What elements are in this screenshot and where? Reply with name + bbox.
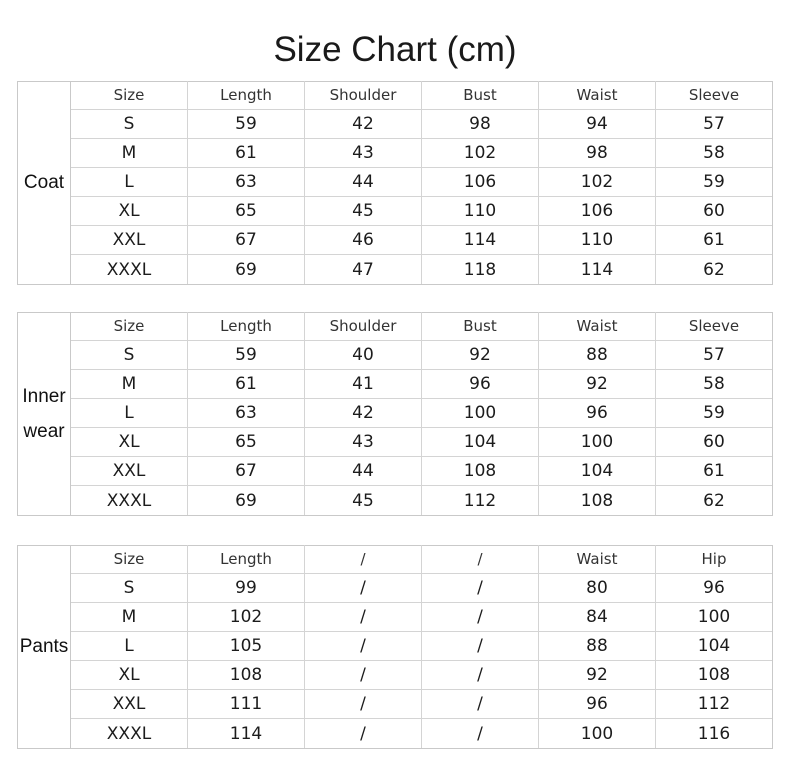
- column-header: Length: [188, 545, 305, 573]
- measurement-cell: 41: [305, 370, 422, 398]
- label-line: wear: [23, 420, 65, 442]
- size-cell: XXL: [71, 457, 188, 485]
- size-cell: M: [71, 139, 188, 167]
- measurement-cell: 104: [697, 636, 731, 656]
- measurement-cell: 108: [422, 457, 539, 485]
- table-row: [71, 399, 772, 428]
- column-header: Bust: [422, 312, 539, 340]
- measurement-cell: /: [422, 690, 539, 718]
- measurement-cell: 59: [703, 172, 725, 192]
- measurement-cell: 61: [703, 461, 725, 481]
- table-row: [71, 574, 772, 603]
- measurement-cell: 108: [188, 661, 305, 689]
- table-row: [71, 486, 772, 515]
- measurement-cell: 44: [305, 168, 422, 196]
- measurement-cell: 102: [188, 603, 305, 631]
- table-row: [71, 226, 772, 255]
- table-row: [71, 428, 772, 457]
- header-row: [71, 312, 772, 341]
- measurement-cell: 114: [188, 719, 305, 748]
- measurement-cell: 104: [422, 428, 539, 456]
- measurement-cell: /: [305, 574, 422, 602]
- measurement-cell: 61: [703, 230, 725, 250]
- measurement-cell: 114: [422, 226, 539, 254]
- label-line: Inner: [22, 385, 66, 407]
- size-cell: XXXL: [71, 255, 188, 284]
- table-row: [71, 110, 772, 139]
- table-row: [71, 197, 772, 226]
- table-row: [71, 168, 772, 197]
- size-cell: L: [71, 632, 188, 660]
- column-header: Bust: [422, 81, 539, 109]
- measurement-cell: 43: [305, 428, 422, 456]
- measurement-cell: 106: [539, 197, 656, 225]
- measurement-cell: 59: [188, 110, 305, 138]
- measurement-cell: 100: [697, 607, 731, 627]
- measurement-cell: 111: [188, 690, 305, 718]
- measurement-cell: 84: [539, 603, 656, 631]
- measurement-cell: 96: [539, 690, 656, 718]
- measurement-cell: /: [422, 603, 539, 631]
- measurement-cell: 45: [305, 486, 422, 515]
- measurement-cell: 100: [539, 428, 656, 456]
- measurement-cell: 96: [703, 578, 725, 598]
- measurement-cell: /: [422, 719, 539, 748]
- measurement-cell: 63: [188, 168, 305, 196]
- size-cell: M: [71, 370, 188, 398]
- measurement-cell: 110: [422, 197, 539, 225]
- table-row: [71, 603, 772, 632]
- size-cell: XXXL: [71, 486, 188, 515]
- measurement-cell: 96: [422, 370, 539, 398]
- measurement-cell: 102: [422, 139, 539, 167]
- header-row: [71, 545, 772, 574]
- column-header: Size: [71, 545, 188, 573]
- pants-table: [17, 545, 773, 749]
- label-line: Coat: [23, 172, 65, 193]
- measurement-cell: /: [305, 603, 422, 631]
- column-header: /: [422, 545, 539, 573]
- column-header: Waist: [539, 81, 656, 109]
- measurement-cell: /: [422, 574, 539, 602]
- coat-label: [18, 81, 71, 284]
- measurement-cell: 108: [697, 665, 731, 685]
- innerwear-label: [18, 312, 71, 515]
- measurement-cell: 62: [703, 490, 725, 511]
- table-grid: [71, 312, 772, 515]
- measurement-cell: 108: [539, 486, 656, 515]
- table-row: [71, 690, 772, 719]
- column-header: Size: [71, 81, 188, 109]
- measurement-cell: 99: [188, 574, 305, 602]
- innerwear-table: [17, 312, 773, 516]
- header-row: [71, 81, 772, 110]
- size-cell: XXL: [71, 226, 188, 254]
- measurement-cell: 59: [703, 403, 725, 423]
- measurement-cell: 110: [539, 226, 656, 254]
- measurement-cell: 98: [422, 110, 539, 138]
- measurement-cell: 92: [539, 661, 656, 689]
- size-cell: L: [71, 168, 188, 196]
- column-header: Waist: [539, 312, 656, 340]
- measurement-cell: 114: [539, 255, 656, 284]
- size-cell: XL: [71, 197, 188, 225]
- size-cell: XL: [71, 428, 188, 456]
- column-header: Hip: [701, 550, 727, 568]
- column-header: Sleeve: [688, 86, 740, 104]
- table-row: [71, 139, 772, 168]
- page-title: Size Chart (cm): [273, 30, 517, 69]
- table-row: [71, 341, 772, 370]
- column-header: Shoulder: [305, 312, 422, 340]
- table-row: [71, 632, 772, 661]
- measurement-cell: 88: [539, 632, 656, 660]
- measurement-cell: 58: [703, 374, 725, 394]
- measurement-cell: /: [305, 719, 422, 748]
- measurement-cell: 42: [305, 110, 422, 138]
- measurement-cell: 94: [539, 110, 656, 138]
- measurement-cell: 67: [188, 226, 305, 254]
- coat-table: [17, 81, 773, 285]
- measurement-cell: 67: [188, 457, 305, 485]
- measurement-cell: 42: [305, 399, 422, 427]
- label-line: Pants: [19, 636, 69, 657]
- measurement-cell: 100: [539, 719, 656, 748]
- size-cell: L: [71, 399, 188, 427]
- table-grid: [71, 81, 772, 284]
- table-row: [71, 255, 772, 284]
- measurement-cell: 98: [539, 139, 656, 167]
- measurement-cell: 65: [188, 428, 305, 456]
- pants-label: [18, 545, 71, 748]
- measurement-cell: 61: [188, 370, 305, 398]
- column-header: Length: [188, 312, 305, 340]
- measurement-cell: /: [422, 661, 539, 689]
- measurement-cell: 92: [422, 341, 539, 369]
- table-row: [71, 719, 772, 748]
- size-cell: S: [71, 110, 188, 138]
- measurement-cell: 112: [697, 694, 731, 714]
- size-cell: XXL: [71, 690, 188, 718]
- column-header: Size: [71, 312, 188, 340]
- measurement-cell: /: [305, 632, 422, 660]
- table-row: [71, 661, 772, 690]
- column-header: Shoulder: [305, 81, 422, 109]
- measurement-cell: 45: [305, 197, 422, 225]
- measurement-cell: 43: [305, 139, 422, 167]
- measurement-cell: 96: [539, 399, 656, 427]
- measurement-cell: 104: [539, 457, 656, 485]
- measurement-cell: 105: [188, 632, 305, 660]
- measurement-cell: 80: [539, 574, 656, 602]
- measurement-cell: 118: [422, 255, 539, 284]
- measurement-cell: 69: [188, 486, 305, 515]
- measurement-cell: 100: [422, 399, 539, 427]
- column-header: Length: [188, 81, 305, 109]
- measurement-cell: 116: [697, 723, 731, 744]
- measurement-cell: /: [305, 690, 422, 718]
- measurement-cell: 112: [422, 486, 539, 515]
- measurement-cell: 44: [305, 457, 422, 485]
- table-row: [71, 457, 772, 486]
- measurement-cell: 63: [188, 399, 305, 427]
- measurement-cell: 102: [539, 168, 656, 196]
- measurement-cell: 59: [188, 341, 305, 369]
- size-cell: S: [71, 341, 188, 369]
- table-grid: [71, 545, 772, 748]
- measurement-cell: 62: [703, 259, 725, 280]
- measurement-cell: 60: [703, 432, 725, 452]
- measurement-cell: 40: [305, 341, 422, 369]
- measurement-cell: 57: [703, 114, 725, 134]
- measurement-cell: 61: [188, 139, 305, 167]
- measurement-cell: /: [305, 661, 422, 689]
- measurement-cell: 58: [703, 143, 725, 163]
- measurement-cell: 88: [539, 341, 656, 369]
- size-cell: S: [71, 574, 188, 602]
- size-cell: XXXL: [71, 719, 188, 748]
- measurement-cell: 65: [188, 197, 305, 225]
- measurement-cell: 106: [422, 168, 539, 196]
- measurement-cell: 69: [188, 255, 305, 284]
- measurement-cell: 46: [305, 226, 422, 254]
- measurement-cell: 57: [703, 345, 725, 365]
- column-header: Waist: [539, 545, 656, 573]
- size-cell: XL: [71, 661, 188, 689]
- measurement-cell: 47: [305, 255, 422, 284]
- size-cell: M: [71, 603, 188, 631]
- measurement-cell: 60: [703, 201, 725, 221]
- measurement-cell: 92: [539, 370, 656, 398]
- column-header: Sleeve: [688, 317, 740, 335]
- measurement-cell: /: [422, 632, 539, 660]
- column-header: /: [305, 545, 422, 573]
- table-row: [71, 370, 772, 399]
